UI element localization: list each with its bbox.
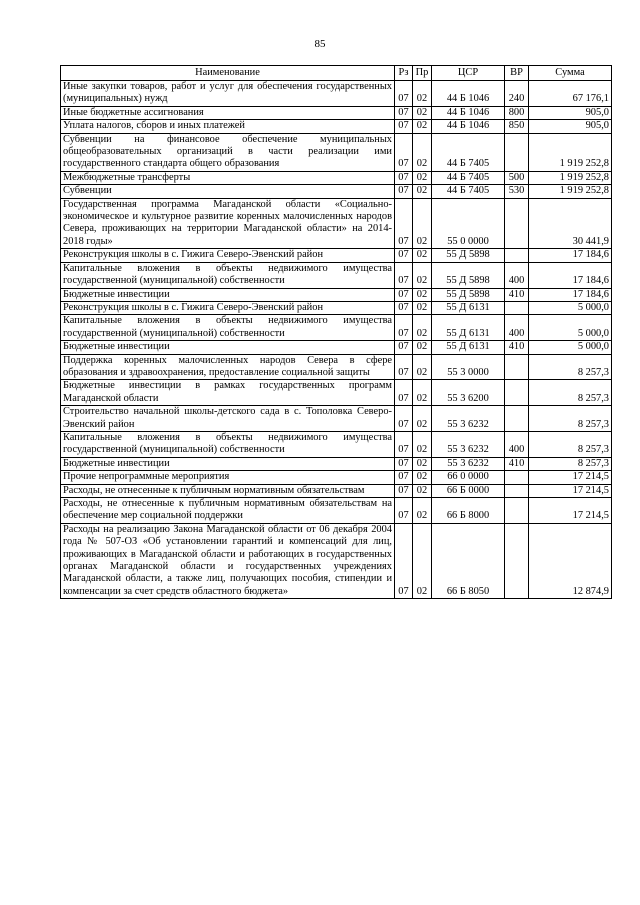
table-header (61, 66, 612, 81)
table-row (61, 106, 612, 119)
cell-vr: 530 (505, 185, 529, 198)
cell-csr: 44 Б 7405 (432, 171, 505, 184)
cell-sum: 5 000,0 (529, 315, 612, 341)
cell-pr: 02 (413, 523, 432, 598)
cell-sum: 8 257,3 (529, 457, 612, 470)
header-name: Наименование (61, 66, 395, 81)
cell-sum: 30 441,9 (529, 198, 612, 249)
cell-csr: 55 Д 5898 (432, 249, 505, 262)
cell-name: Капитальные вложения в объекты недвижимого имущества государственной (муниципальной) собственности (61, 315, 395, 341)
table-row (61, 523, 612, 598)
table-row (61, 249, 612, 262)
cell-csr: 55 Д 6131 (432, 301, 505, 314)
cell-vr (505, 249, 529, 262)
cell-vr (505, 354, 529, 380)
cell-rz: 07 (395, 457, 413, 470)
cell-csr: 66 Б 0000 (432, 484, 505, 497)
cell-name: Бюджетные инвестиции в рамках государственных программ Магаданской области (61, 380, 395, 406)
cell-name: Бюджетные инвестиции (61, 341, 395, 354)
cell-rz: 07 (395, 380, 413, 406)
cell-rz: 07 (395, 523, 413, 598)
table-row (61, 120, 612, 133)
cell-pr: 02 (413, 498, 432, 524)
cell-csr: 55 0 0000 (432, 198, 505, 249)
cell-rz: 07 (395, 484, 413, 497)
cell-rz: 07 (395, 498, 413, 524)
cell-sum: 1 919 252,8 (529, 171, 612, 184)
table-row (61, 341, 612, 354)
cell-vr: 500 (505, 171, 529, 184)
cell-sum: 1 919 252,8 (529, 185, 612, 198)
table-row (61, 301, 612, 314)
cell-rz: 07 (395, 106, 413, 119)
cell-rz: 07 (395, 341, 413, 354)
table-row (61, 171, 612, 184)
cell-name: Уплата налогов, сборов и иных платежей (61, 120, 395, 133)
cell-rz: 07 (395, 471, 413, 484)
cell-pr: 02 (413, 315, 432, 341)
cell-pr: 02 (413, 354, 432, 380)
table-row (61, 288, 612, 301)
cell-pr: 02 (413, 249, 432, 262)
cell-vr: 240 (505, 81, 529, 107)
cell-sum: 5 000,0 (529, 301, 612, 314)
cell-name: Иные закупки товаров, работ и услуг для обеспечения государственных (муниципальных) нужд (61, 81, 395, 107)
cell-name: Реконструкция школы в с. Гижига Северо-Эвенский район (61, 249, 395, 262)
cell-rz: 07 (395, 171, 413, 184)
cell-vr: 400 (505, 262, 529, 288)
cell-csr: 44 Б 1046 (432, 106, 505, 119)
cell-csr: 55 3 6232 (432, 406, 505, 432)
cell-rz: 07 (395, 81, 413, 107)
cell-pr: 02 (413, 198, 432, 249)
cell-vr (505, 133, 529, 171)
cell-pr: 02 (413, 380, 432, 406)
header-csr: ЦСР (432, 66, 505, 81)
cell-csr: 55 3 6232 (432, 457, 505, 470)
table-row (61, 406, 612, 432)
cell-sum: 905,0 (529, 120, 612, 133)
cell-name: Расходы, не отнесенные к публичным нормативным обязательствам на обеспечение мер социальной поддержки (61, 498, 395, 524)
cell-rz: 07 (395, 249, 413, 262)
table-row (61, 498, 612, 524)
cell-sum: 8 257,3 (529, 380, 612, 406)
cell-name: Капитальные вложения в объекты недвижимого имущества государственной (муниципальной) собственности (61, 431, 395, 457)
table-row (61, 198, 612, 249)
cell-rz: 07 (395, 185, 413, 198)
cell-name: Бюджетные инвестиции (61, 288, 395, 301)
cell-pr: 02 (413, 106, 432, 119)
cell-sum: 905,0 (529, 106, 612, 119)
cell-pr: 02 (413, 457, 432, 470)
cell-rz: 07 (395, 431, 413, 457)
cell-csr: 44 Б 1046 (432, 120, 505, 133)
cell-sum: 17 184,6 (529, 249, 612, 262)
cell-rz: 07 (395, 315, 413, 341)
cell-name: Расходы на реализацию Закона Магаданской области от 06 декабря 2004 года № 507-ОЗ «Об установлении гарантий и компенсаций для лиц, проживающих в Магаданской области и работающих в государственных органах Магаданской области и государственных учреждениях Магаданской области, а также лиц, получающих пособия, стипендии и компенсации за счет средств областного бюджета» (61, 523, 395, 598)
cell-csr: 66 0 0000 (432, 471, 505, 484)
cell-csr: 55 Д 5898 (432, 288, 505, 301)
cell-csr: 66 Б 8050 (432, 523, 505, 598)
cell-rz: 07 (395, 133, 413, 171)
cell-sum: 8 257,3 (529, 406, 612, 432)
table-row (61, 457, 612, 470)
cell-sum: 1 919 252,8 (529, 133, 612, 171)
cell-name: Государственная программа Магаданской области «Социально-экономическое и культурное развитие коренных малочисленных народов Севера, проживающих на территории Магаданской области» на 2014-2018 годы» (61, 198, 395, 249)
cell-csr: 55 3 6200 (432, 380, 505, 406)
cell-rz: 07 (395, 120, 413, 133)
cell-pr: 02 (413, 431, 432, 457)
page-number: 85 (314, 38, 326, 50)
cell-rz: 07 (395, 354, 413, 380)
cell-vr: 410 (505, 341, 529, 354)
header-sum: Сумма (529, 66, 612, 81)
cell-vr (505, 498, 529, 524)
cell-csr: 44 Б 7405 (432, 133, 505, 171)
cell-vr (505, 484, 529, 497)
cell-vr: 410 (505, 457, 529, 470)
table-row (61, 315, 612, 341)
table-row (61, 484, 612, 497)
cell-csr: 55 3 0000 (432, 354, 505, 380)
cell-vr (505, 523, 529, 598)
cell-name: Субвенции (61, 185, 395, 198)
cell-sum: 8 257,3 (529, 354, 612, 380)
cell-sum: 12 874,9 (529, 523, 612, 598)
header-row (61, 66, 612, 81)
cell-vr (505, 380, 529, 406)
table-row (61, 471, 612, 484)
cell-sum: 17 214,5 (529, 484, 612, 497)
table-row (61, 185, 612, 198)
cell-vr (505, 471, 529, 484)
cell-pr: 02 (413, 406, 432, 432)
budget-table (60, 65, 612, 599)
cell-name: Строительство начальной школы-детского сада в с. Тополовка Северо-Эвенский район (61, 406, 395, 432)
table-row (61, 431, 612, 457)
cell-pr: 02 (413, 301, 432, 314)
cell-sum: 17 184,6 (529, 262, 612, 288)
cell-vr: 400 (505, 431, 529, 457)
cell-sum: 17 214,5 (529, 498, 612, 524)
cell-vr: 400 (505, 315, 529, 341)
cell-vr (505, 198, 529, 249)
cell-pr: 02 (413, 262, 432, 288)
cell-pr: 02 (413, 341, 432, 354)
cell-name: Прочие непрограммные мероприятия (61, 471, 395, 484)
table-row (61, 380, 612, 406)
table-row (61, 133, 612, 171)
table-row (61, 81, 612, 107)
cell-sum: 17 184,6 (529, 288, 612, 301)
cell-pr: 02 (413, 288, 432, 301)
cell-vr: 410 (505, 288, 529, 301)
cell-pr: 02 (413, 484, 432, 497)
cell-csr: 55 Д 6131 (432, 315, 505, 341)
cell-pr: 02 (413, 185, 432, 198)
cell-csr: 55 Д 6131 (432, 341, 505, 354)
header-vr: ВР (505, 66, 529, 81)
cell-name: Иные бюджетные ассигнования (61, 106, 395, 119)
cell-rz: 07 (395, 262, 413, 288)
cell-sum: 67 176,1 (529, 81, 612, 107)
cell-name: Реконструкция школы в с. Гижига Северо-Эвенский район (61, 301, 395, 314)
cell-name: Бюджетные инвестиции (61, 457, 395, 470)
cell-name: Субвенции на финансовое обеспечение муниципальных общеобразовательных организаций в части реализации ими государственного стандарта общего образования (61, 133, 395, 171)
cell-pr: 02 (413, 171, 432, 184)
cell-name: Расходы, не отнесенные к публичным нормативным обязательствам (61, 484, 395, 497)
cell-pr: 02 (413, 471, 432, 484)
table-row (61, 262, 612, 288)
header-pr: Пр (413, 66, 432, 81)
cell-pr: 02 (413, 133, 432, 171)
cell-vr: 800 (505, 106, 529, 119)
cell-rz: 07 (395, 301, 413, 314)
cell-vr (505, 406, 529, 432)
cell-sum: 8 257,3 (529, 431, 612, 457)
cell-name: Межбюджетные трансферты (61, 171, 395, 184)
cell-csr: 44 Б 1046 (432, 81, 505, 107)
cell-csr: 66 Б 8000 (432, 498, 505, 524)
cell-csr: 44 Б 7405 (432, 185, 505, 198)
cell-pr: 02 (413, 81, 432, 107)
cell-rz: 07 (395, 406, 413, 432)
table-body (61, 81, 612, 599)
cell-vr (505, 301, 529, 314)
cell-name: Поддержка коренных малочисленных народов Севера в сфере образования и здравоохранения, предоставление социальной защиты (61, 354, 395, 380)
table-row (61, 354, 612, 380)
cell-rz: 07 (395, 198, 413, 249)
cell-vr: 850 (505, 120, 529, 133)
header-rz: Рз (395, 66, 413, 81)
cell-rz: 07 (395, 288, 413, 301)
cell-sum: 5 000,0 (529, 341, 612, 354)
cell-sum: 17 214,5 (529, 471, 612, 484)
cell-csr: 55 3 6232 (432, 431, 505, 457)
cell-pr: 02 (413, 120, 432, 133)
cell-csr: 55 Д 5898 (432, 262, 505, 288)
cell-name: Капитальные вложения в объекты недвижимого имущества государственной (муниципальной) собственности (61, 262, 395, 288)
